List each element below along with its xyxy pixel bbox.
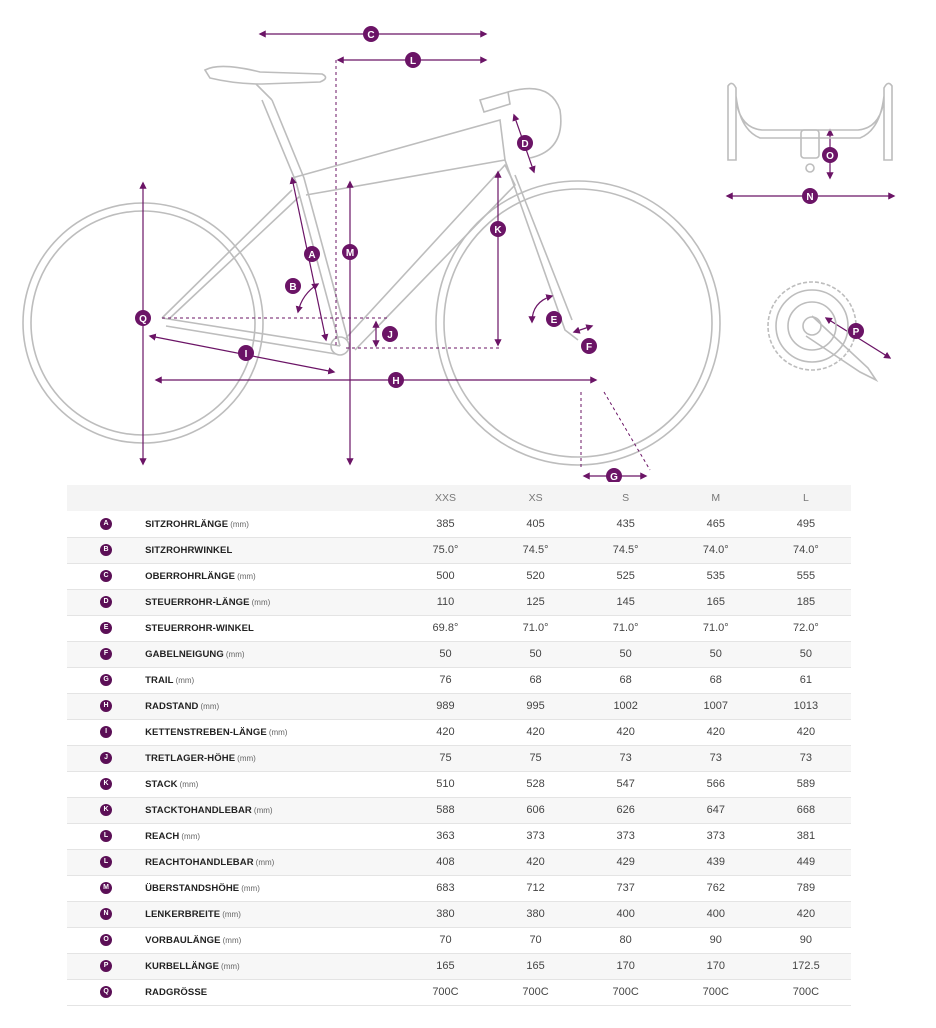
svg-text:I: I	[244, 349, 248, 360]
table-cell: 69.8°	[400, 615, 490, 641]
seat-tube-inner	[272, 100, 348, 340]
parameter-name: SITZROHRWINKEL	[145, 545, 233, 556]
table-cell: 547	[581, 771, 671, 797]
table-row	[67, 667, 851, 693]
table-cell: 145	[581, 589, 671, 615]
badge-g	[606, 468, 622, 482]
table-cell: 405	[491, 511, 581, 537]
table-cell: 68	[671, 667, 761, 693]
svg-text:N: N	[806, 192, 814, 203]
dimension-badge: K	[100, 778, 112, 790]
handlebar-drop	[508, 89, 561, 158]
table-row	[67, 771, 851, 797]
parameter-unit: (mm)	[255, 858, 275, 867]
parameter-unit: (mm)	[225, 650, 245, 659]
table-cell: 700C	[400, 979, 490, 1005]
badge-q	[135, 310, 151, 326]
table-cell: 380	[400, 901, 490, 927]
dimension-badge: C	[100, 570, 112, 582]
table-row	[67, 797, 851, 823]
parameter-name: STEUERROHR-LÄNGE	[145, 597, 250, 608]
badge-k	[490, 221, 506, 237]
stem	[480, 92, 510, 112]
badge-m	[342, 244, 358, 260]
svg-text:H: H	[392, 376, 400, 387]
table-cell: 429	[581, 849, 671, 875]
svg-text:Q: Q	[139, 314, 147, 325]
parameter-unit: (mm)	[221, 962, 240, 971]
table-cell: 73	[761, 745, 851, 771]
parameter-name: STACKTOHANDLEBAR	[145, 805, 252, 816]
parameter-name: OBERROHRLÄNGE	[145, 571, 236, 582]
table-cell: 125	[491, 589, 581, 615]
table-cell: 185	[761, 589, 851, 615]
size-header: XXS	[434, 492, 456, 504]
table-cell: 465	[671, 511, 761, 537]
parameter-name: TRAIL	[145, 675, 174, 686]
parameter-unit: (mm)	[237, 572, 256, 581]
table-cell: 50	[581, 641, 671, 667]
bike-outline	[23, 66, 720, 465]
table-cell: 789	[761, 875, 851, 901]
svg-text:D: D	[521, 139, 529, 150]
table-row	[67, 719, 851, 745]
table-cell: 647	[671, 797, 761, 823]
parameter-name: RADSTAND	[145, 701, 199, 712]
table-cell: 700C	[671, 979, 761, 1005]
table-cell: 420	[671, 719, 761, 745]
table-cell: 1013	[761, 693, 851, 719]
size-header: L	[803, 492, 809, 504]
svg-text:M: M	[345, 248, 355, 259]
table-cell: 1007	[671, 693, 761, 719]
svg-text:B: B	[289, 282, 297, 293]
dimension-badge: B	[100, 544, 112, 556]
svg-text:J: J	[387, 330, 393, 341]
table-cell: 76	[400, 667, 490, 693]
table-cell: 165	[671, 589, 761, 615]
table-cell: 71.0°	[581, 615, 671, 641]
parameter-name: VORBAULÄNGE	[145, 935, 221, 946]
badge-d	[517, 135, 533, 151]
table-cell: 110	[400, 589, 490, 615]
bike-geometry-diagram	[0, 0, 936, 482]
dimension-badge: O	[100, 934, 112, 946]
dimension-badge: M	[100, 882, 112, 894]
handlebar-top-view	[728, 83, 892, 172]
parameter-unit: (mm)	[253, 806, 273, 815]
parameter-unit: (mm)	[222, 936, 242, 945]
table-row	[67, 901, 851, 927]
table-cell: 50	[491, 641, 581, 667]
table-row	[67, 589, 851, 615]
table-cell: 70	[400, 927, 490, 953]
table-cell: 75	[491, 745, 581, 771]
table-cell: 75.0°	[400, 537, 490, 563]
table-cell: 68	[491, 667, 581, 693]
parameter-name: ÜBERSTANDSHÖHE	[145, 883, 240, 894]
table-row	[67, 693, 851, 719]
dimension-badge: J	[100, 752, 112, 764]
table-cell: 439	[671, 849, 761, 875]
table-cell: 500	[400, 563, 490, 589]
table-cell: 449	[761, 849, 851, 875]
table-cell: 420	[761, 901, 851, 927]
svg-text:F: F	[585, 342, 593, 353]
parameter-unit: (mm)	[181, 832, 201, 841]
parameter-name: GABELNEIGUNG	[145, 649, 224, 660]
size-header: S	[622, 492, 630, 504]
parameter-unit: (mm)	[237, 754, 256, 763]
table-cell: 400	[581, 901, 671, 927]
dimension-arrows	[143, 34, 894, 476]
parameter-name: REACHTOHANDLEBAR	[145, 857, 254, 868]
dimension-badge: H	[100, 700, 112, 712]
table-cell: 520	[491, 563, 581, 589]
parameter-name: SITZROHRLÄNGE	[145, 518, 229, 530]
table-cell: 668	[761, 797, 851, 823]
parameter-unit: (mm)	[251, 598, 271, 607]
parameter-name: KURBELLÄNGE	[145, 961, 220, 972]
badge-c	[363, 26, 379, 42]
table-cell: 50	[671, 641, 761, 667]
parameter-name: REACH	[145, 831, 180, 842]
dimension-badge: G	[100, 674, 112, 686]
dimension-badge: L	[100, 830, 112, 842]
parameter-name: STACK	[145, 779, 178, 790]
dimension-badge: A	[100, 518, 112, 530]
dimension-badge: P	[100, 960, 112, 972]
table-cell: 400	[671, 901, 761, 927]
dimension-badge: K	[100, 804, 112, 816]
badge-e	[546, 311, 562, 327]
parameter-unit: (mm)	[268, 728, 288, 737]
table-cell: 73	[581, 745, 671, 771]
fork	[505, 160, 578, 340]
table-row	[67, 563, 851, 589]
parameter-unit: (mm)	[241, 884, 260, 893]
dimension-badge: D	[100, 596, 112, 608]
svg-text:K: K	[494, 225, 502, 236]
parameter-unit: (mm)	[200, 702, 220, 711]
badge-b	[285, 278, 301, 294]
down-tube	[346, 165, 515, 350]
table-cell: 80	[581, 927, 671, 953]
table-cell: 170	[671, 953, 761, 979]
table-cell: 737	[581, 875, 671, 901]
table-cell: 1002	[581, 693, 671, 719]
dimension-badge: E	[100, 622, 112, 634]
badge-o	[822, 147, 838, 163]
table-cell: 626	[581, 797, 671, 823]
badge-l	[405, 52, 421, 68]
dimension-badge: L	[100, 856, 112, 868]
svg-text:O: O	[826, 151, 834, 162]
table-cell: 589	[761, 771, 851, 797]
table-cell: 995	[491, 693, 581, 719]
table-cell: 90	[671, 927, 761, 953]
svg-text:C: C	[367, 30, 375, 41]
table-row	[67, 641, 851, 667]
dimension-badge: I	[100, 726, 112, 738]
parameter-name: STEUERROHR-WINKEL	[145, 623, 254, 634]
svg-text:E: E	[550, 315, 558, 326]
table-cell: 435	[581, 511, 671, 537]
table-cell: 762	[671, 875, 761, 901]
svg-text:P: P	[852, 327, 860, 338]
table-header-row	[67, 485, 851, 511]
table-cell: 588	[400, 797, 490, 823]
parameter-unit: (mm)	[175, 676, 195, 685]
table-cell: 535	[671, 563, 761, 589]
table-cell: 74.0°	[761, 537, 851, 563]
parameter-name: TRETLAGER-HÖHE	[145, 753, 236, 764]
table-cell: 525	[581, 563, 671, 589]
table-cell: 68	[581, 667, 671, 693]
size-header: XS	[528, 492, 543, 504]
badge-f	[581, 338, 597, 354]
table-cell: 90	[761, 927, 851, 953]
table-cell: 420	[761, 719, 851, 745]
table-cell: 555	[761, 563, 851, 589]
dimension-badge: N	[100, 908, 112, 920]
table-cell: 495	[761, 511, 851, 537]
table-cell: 420	[400, 719, 490, 745]
dimension-badge: Q	[100, 986, 112, 998]
table-cell: 50	[761, 641, 851, 667]
table-cell: 71.0°	[671, 615, 761, 641]
table-cell: 712	[491, 875, 581, 901]
table-cell: 700C	[491, 979, 581, 1005]
table-cell: 74.0°	[671, 537, 761, 563]
table-cell: 74.5°	[581, 537, 671, 563]
table-row	[67, 875, 851, 901]
table-cell: 510	[400, 771, 490, 797]
table-cell: 172.5	[761, 953, 851, 979]
table-row	[67, 979, 851, 1005]
table-cell: 74.5°	[491, 537, 581, 563]
table-cell: 420	[491, 719, 581, 745]
table-cell: 408	[400, 849, 490, 875]
table-cell: 381	[761, 823, 851, 849]
svg-text:G: G	[610, 472, 618, 482]
badge-h	[388, 372, 404, 388]
badge-n	[802, 188, 818, 204]
badge-i	[238, 345, 254, 361]
table-cell: 50	[400, 641, 490, 667]
size-header: M	[711, 492, 721, 504]
table-row	[67, 823, 851, 849]
parameter-unit: (mm)	[222, 910, 241, 919]
table-cell: 73	[671, 745, 761, 771]
table-cell: 363	[400, 823, 490, 849]
table-row	[67, 615, 851, 641]
table-cell: 373	[491, 823, 581, 849]
table-cell: 700C	[581, 979, 671, 1005]
top-tube	[292, 120, 505, 195]
table-cell: 70	[491, 927, 581, 953]
saddle	[205, 66, 326, 84]
table-cell: 165	[400, 953, 490, 979]
parameter-name: LENKERBREITE	[145, 909, 221, 920]
table-cell: 683	[400, 875, 490, 901]
svg-text:A: A	[308, 250, 316, 261]
table-row	[67, 537, 851, 563]
table-cell: 61	[761, 667, 851, 693]
table-row	[67, 953, 851, 979]
parameter-unit: (mm)	[230, 519, 249, 529]
parameter-unit: (mm)	[179, 780, 199, 789]
table-cell: 566	[671, 771, 761, 797]
table-row	[67, 849, 851, 875]
parameter-name: KETTENSTREBEN-LÄNGE	[145, 727, 267, 738]
table-cell: 420	[491, 849, 581, 875]
svg-text:L: L	[409, 56, 417, 67]
geometry-table	[67, 485, 851, 1006]
table-cell: 71.0°	[491, 615, 581, 641]
table-row	[67, 745, 851, 771]
table-cell: 373	[671, 823, 761, 849]
table-cell: 420	[581, 719, 671, 745]
table-cell: 72.0°	[761, 615, 851, 641]
table-cell: 75	[400, 745, 490, 771]
table-cell: 989	[400, 693, 490, 719]
dimension-badge: F	[100, 648, 112, 660]
badge-a	[304, 246, 320, 262]
seat-post	[256, 84, 272, 100]
table-cell: 528	[491, 771, 581, 797]
badge-j	[382, 326, 398, 342]
badge-p	[848, 323, 864, 339]
parameter-name: RADGRÖSSE	[145, 987, 208, 998]
table-cell: 165	[491, 953, 581, 979]
table-cell: 700C	[761, 979, 851, 1005]
table-cell: 373	[581, 823, 671, 849]
table-cell: 385	[400, 511, 490, 537]
table-cell: 170	[581, 953, 671, 979]
table-cell: 380	[491, 901, 581, 927]
table-cell: 606	[491, 797, 581, 823]
table-row	[67, 927, 851, 953]
reference-lines	[162, 60, 650, 470]
table-row	[67, 511, 851, 537]
front-wheel-inner	[444, 189, 712, 457]
